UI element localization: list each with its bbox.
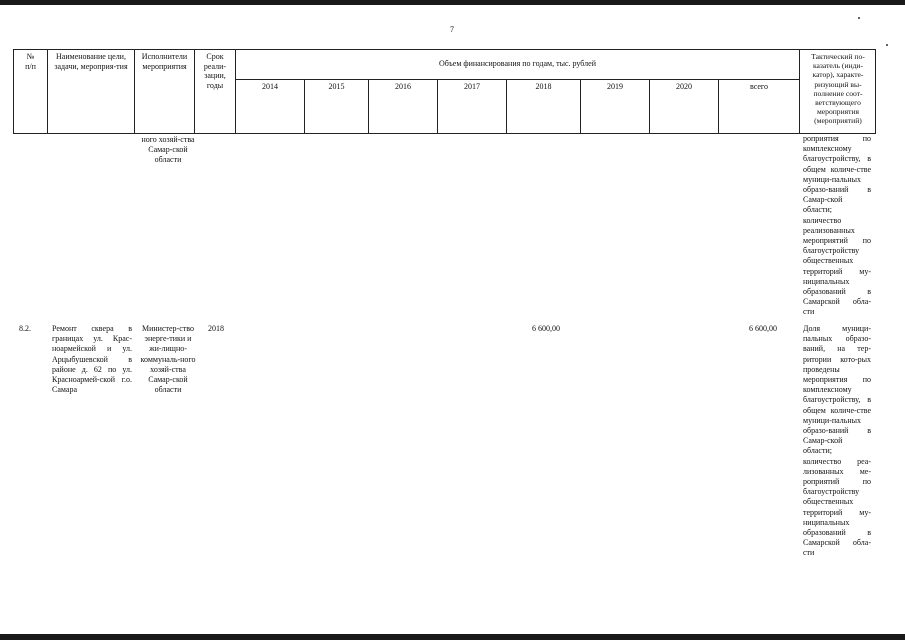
scan-bottom-border [0,634,905,640]
year-header: 2020 [676,82,692,91]
year-header: всего [749,82,768,91]
year-header: 2017 [464,82,480,91]
year-header: 2018 [535,82,552,91]
year-header: 2016 [395,82,411,91]
year-header: 2019 [607,82,623,91]
row-total: 6 600,00 [749,324,777,333]
row-indicator: Доля муници-пальных образо-ваний, на тер-ритории кото-рых проведены мероприятия по комплексному благоустройству, в общем количе-стве муници-пальных образо-ваний в Самар-ской области; количество реа-лизованных ме-роприятий по благоустройству общественных территорий му-ниципальных образований в Самарской обла-сти [803,324,871,558]
row-amount-2018: 6 600,00 [532,324,560,333]
scan-speck [886,44,888,46]
header-number: № п/п [25,52,36,71]
year-header: 2015 [328,82,345,91]
scan-top-border [0,0,905,5]
page-number: 7 [450,25,454,34]
row-number: 8.2. [19,324,31,333]
header-executors: Исполнители мероприятия [141,52,188,71]
header-indicator: Тактический по-казатель (инди-катор), характе-ризующий вы-полнение соот-ветствующего мероприятия (мероприятий) [811,52,865,126]
row-name: Ремонт сквера в границах ул. Крас-ноармейской и ул. Арцыбушевской в районе д. 62 по ул. Красноармей-ской г.о. Самара [52,324,132,395]
header-funding: Объем финансирования по годам, тыс. рублей [439,59,596,68]
header-name: Наименование цели, задачи, мероприя-тия [54,52,128,71]
table-header [13,49,876,134]
continued-indicator: роприятия по комплексному благоустройству, в общем количе-стве муници-пальных образо-ваний в Самар-ской области; количество реализованных мероприятий по благоустройству общественных территорий му-ниципальных образований в Самарской обла-сти [803,134,871,317]
header-term: Срок реали-зации, годы [203,52,227,90]
row-term: 2018 [208,324,224,333]
row-executors: Министер-ство энерге-тики и жи-лищно-коммуналь-ного хозяй-ства Самар-ской области [140,324,196,395]
scan-speck [858,17,860,19]
year-header: 2014 [262,82,278,91]
continued-executors: ного хозяй-ства Самар-ской области [141,135,195,165]
